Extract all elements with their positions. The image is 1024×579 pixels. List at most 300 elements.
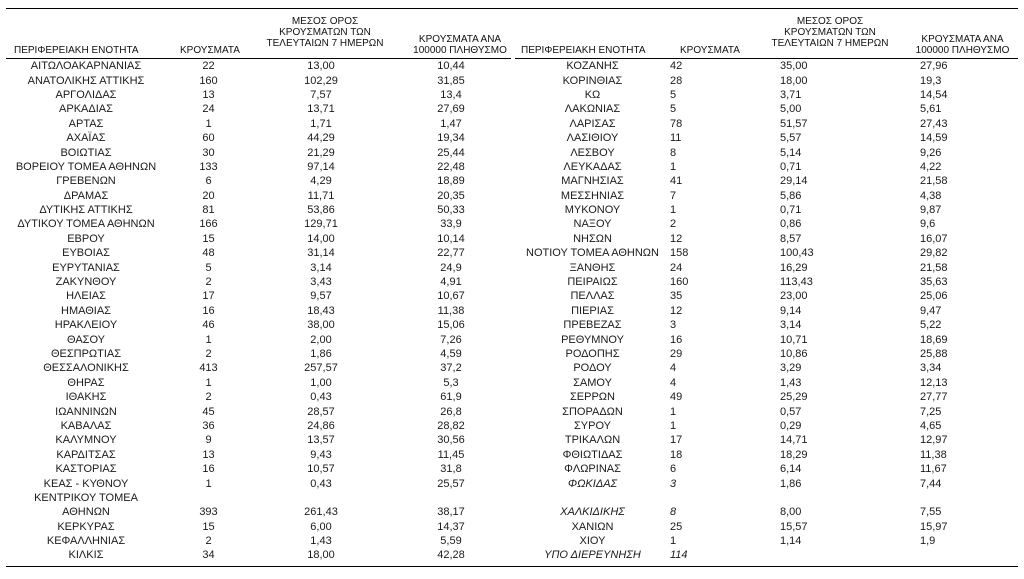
cell-cases <box>670 491 780 505</box>
right-header-cases: ΚΡΟΥΣΜΑΤΑ <box>680 45 740 56</box>
cell-region-name: ΧΑΛΚΙΔΙΚΗΣ <box>560 506 625 519</box>
cell-avg-7days: 9,14 <box>780 304 802 317</box>
cell-cases: 5 <box>670 103 677 116</box>
table-row <box>515 217 1018 231</box>
cell-cases: 34 <box>202 549 215 562</box>
cell-cases: 60 <box>202 132 215 145</box>
cell-per-100k: 29,82 <box>920 247 948 260</box>
cell-per-100k: 5,61 <box>920 103 942 116</box>
cell-avg-7days: 0,43 <box>310 477 332 490</box>
table-row <box>6 131 511 145</box>
table-row <box>515 232 1018 246</box>
cell-region-name: ΑΡΤΑΣ <box>68 117 104 130</box>
cell-avg-7days: 28,57 <box>307 405 335 418</box>
table-row <box>6 433 511 447</box>
cell-region-name: ΡΟΔΟΥ <box>573 362 612 375</box>
cell-cases: 1 <box>205 117 212 130</box>
cell-region-name: ΚΑΒΑΛΑΣ <box>60 419 112 432</box>
cell-per-100k: 22,48 <box>437 160 465 173</box>
cell-per-100k: 12,13 <box>920 376 948 389</box>
table-row <box>6 217 511 231</box>
cell-region-name: ΖΑΚΥΝΘΟΥ <box>55 276 117 289</box>
table-row <box>515 491 1018 505</box>
cell-per-100k: 7,55 <box>920 506 942 519</box>
cell-region-name: ΚΩ <box>584 88 601 101</box>
cell-cases: 35 <box>670 290 683 303</box>
cell-region-name: ΣΥΡΟΥ <box>573 419 611 432</box>
cell-per-100k: 27,43 <box>920 117 948 130</box>
cell-per-100k: 50,33 <box>437 204 465 217</box>
table-row <box>6 347 511 361</box>
cell-region-name: ΘΗΡΑΣ <box>67 376 105 389</box>
cell-cases: 1 <box>670 160 677 173</box>
cell-avg-7days: 1,14 <box>780 535 802 548</box>
cell-avg-7days: 8,00 <box>780 506 802 519</box>
table-row <box>6 548 511 562</box>
cell-avg-7days: 5,00 <box>780 103 802 116</box>
cell-cases: 16 <box>670 333 683 346</box>
cell-cases: 1 <box>205 477 212 490</box>
table-row <box>515 289 1018 303</box>
cell-region-name: ΓΡΕΒΕΝΩΝ <box>56 175 116 188</box>
table-row <box>515 534 1018 548</box>
cell-per-100k: 10,67 <box>437 290 465 303</box>
table-row <box>6 275 511 289</box>
cell-region-name: ΚΑΣΤΟΡΙΑΣ <box>55 463 117 476</box>
cell-per-100k: 7,25 <box>920 405 942 418</box>
cell-per-100k: 18,69 <box>920 333 948 346</box>
table-row <box>515 347 1018 361</box>
cell-cases: 11 <box>670 132 682 145</box>
cell-region-name: ΔΥΤΙΚΗΣ ΑΤΤΙΚΗΣ <box>39 204 133 217</box>
cell-avg-7days: 100,43 <box>780 247 814 260</box>
cell-cases: 133 <box>199 160 218 173</box>
cell-avg-7days: 5,57 <box>780 132 802 145</box>
cell-cases: 13 <box>202 448 215 461</box>
table-row <box>6 476 511 490</box>
cell-avg-7days: 0,86 <box>780 218 802 231</box>
table-row <box>6 390 511 404</box>
cell-cases: 7 <box>670 189 677 202</box>
table-row <box>6 260 511 274</box>
table-row <box>6 376 511 390</box>
cell-per-100k: 9,6 <box>920 218 936 231</box>
cell-region-name: ΕΥΒΟΙΑΣ <box>62 247 110 260</box>
cell-per-100k: 7,26 <box>440 333 462 346</box>
cell-avg-7days: 1,43 <box>310 535 332 548</box>
cell-region-name: ΚΟΡΙΝΘΙΑΣ <box>562 74 623 87</box>
cell-cases: 5 <box>670 88 677 101</box>
cell-region-name: ΚΕΝΤΡΙΚΟΥ ΤΟΜΕΑ <box>34 491 138 504</box>
cell-avg-7days: 1,86 <box>780 477 802 490</box>
cell-avg-7days: 38,00 <box>307 319 335 332</box>
cell-cases: 3 <box>670 477 677 490</box>
cell-region-name: ΗΡΑΚΛΕΙΟΥ <box>54 319 118 332</box>
table-row <box>6 59 511 73</box>
cell-cases: 2 <box>205 348 212 360</box>
cell-region-name: ΑΡΓΟΛΙΔΑΣ <box>55 88 117 101</box>
cell-region-name: ΘΑΣΟΥ <box>66 333 106 346</box>
table-row <box>6 462 511 476</box>
cell-per-100k: 1,9 <box>920 535 936 548</box>
cell-cases: 17 <box>202 290 215 303</box>
cell-region-name: ΜΕΣΣΗΝΙΑΣ <box>560 189 625 202</box>
table-row <box>6 318 511 332</box>
cell-per-100k: 25,57 <box>437 477 465 490</box>
cell-avg-7days: 113,43 <box>780 276 813 289</box>
table-row <box>6 117 511 131</box>
cell-avg-7days: 31,14 <box>307 247 335 260</box>
cell-cases: 46 <box>202 319 215 332</box>
cell-avg-7days: 9,43 <box>310 448 332 461</box>
cell-region-name: ΦΘΙΩΤΙΔΑΣ <box>562 448 623 461</box>
cell-avg-7days: 0,71 <box>780 160 802 173</box>
cell-avg-7days: 0,29 <box>780 419 802 432</box>
cell-per-100k: 19,3 <box>920 74 942 87</box>
cell-region-name: ΛΑΣΙΘΙΟΥ <box>566 132 619 145</box>
bottom-rule <box>6 566 1018 567</box>
cell-region-name: ΑΧΑΪΑΣ <box>66 132 106 145</box>
cell-cases: 20 <box>202 189 215 202</box>
cell-cases: 22 <box>202 60 215 73</box>
cell-avg-7days: 7,57 <box>310 88 332 101</box>
cell-cases: 6 <box>205 175 212 188</box>
cell-avg-7days: 16,29 <box>780 261 808 274</box>
cell-per-100k: 19,34 <box>437 132 465 145</box>
cell-avg-7days: 51,57 <box>780 117 808 130</box>
cell-cases: 114 <box>670 549 688 562</box>
cell-region-name: ΚΟΖΑΝΗΣ <box>566 60 619 73</box>
cell-per-100k: 14,54 <box>920 88 948 101</box>
cell-avg-7days: 1,00 <box>310 376 332 389</box>
cell-cases: 160 <box>199 74 218 87</box>
cell-avg-7days: 18,00 <box>307 549 335 562</box>
cell-per-100k: 5,3 <box>443 376 459 389</box>
cell-per-100k <box>920 548 1018 562</box>
cell-region-name: ΝΗΣΩΝ <box>573 232 612 245</box>
cell-avg-7days: 14,71 <box>780 434 808 447</box>
cell-cases: 18 <box>670 448 683 461</box>
table-row <box>515 246 1018 260</box>
cell-avg-7days: 10,71 <box>780 333 808 346</box>
table-row <box>6 73 511 87</box>
cell-cases: 1 <box>670 419 677 432</box>
cell-avg-7days: 11,71 <box>307 189 335 202</box>
cell-cases: 13 <box>202 88 215 101</box>
cell-per-100k: 11,45 <box>437 448 465 461</box>
left-header-per100k: ΚΡΟΥΣΜΑΤΑ ΑΝΑ 100000 ΠΛΗΘΥΣΜΟ <box>413 34 507 56</box>
cell-region-name: ΛΕΥΚΑΔΑΣ <box>563 160 622 173</box>
cell-region-name: ΦΛΩΡΙΝΑΣ <box>564 463 621 476</box>
cell-per-100k: 1,47 <box>440 117 462 130</box>
cell-avg-7days: 6,00 <box>310 520 332 533</box>
cell-per-100k: 27,96 <box>920 60 948 73</box>
cell-avg-7days: 3,14 <box>310 261 332 274</box>
cell-region-name: ΔΥΤΙΚΟΥ ΤΟΜΕΑ ΑΘΗΝΩΝ <box>17 218 155 231</box>
cell-per-100k: 11,38 <box>920 448 947 461</box>
cell-avg-7days: 10,57 <box>307 463 335 476</box>
table-row <box>6 448 511 462</box>
cell-cases: 12 <box>670 304 683 317</box>
cell-cases: 16 <box>202 304 215 317</box>
cell-per-100k: 14,59 <box>920 132 948 145</box>
table-row <box>515 88 1018 102</box>
cell-region-name: ΑΝΑΤΟΛΙΚΗΣ ΑΤΤΙΚΗΣ <box>27 74 145 87</box>
table-row <box>515 419 1018 433</box>
cell-region-name: ΣΑΜΟΥ <box>573 376 612 389</box>
cell-cases: 25 <box>670 520 683 533</box>
cell-per-100k: 9,47 <box>920 304 942 317</box>
cell-region-name: ΚΕΡΚΥΡΑΣ <box>57 520 115 533</box>
cell-per-100k: 5,22 <box>920 319 942 332</box>
table-row <box>515 462 1018 476</box>
cell-region-name: ΗΛΕΙΑΣ <box>66 290 106 303</box>
cell-cases: 2 <box>205 391 212 404</box>
cell-avg-7days: 3,43 <box>310 276 332 289</box>
table-row <box>515 376 1018 390</box>
table-row <box>515 117 1018 131</box>
cell-per-100k: 4,22 <box>920 160 942 173</box>
cell-cases: 3 <box>670 319 677 332</box>
cell-cases: 17 <box>670 434 683 447</box>
cell-per-100k: 33,9 <box>440 218 462 231</box>
cell-per-100k: 15,97 <box>920 520 948 533</box>
cell-cases: 49 <box>670 391 683 404</box>
cell-per-100k: 26,8 <box>440 405 462 418</box>
cell-avg-7days: 0,43 <box>310 391 332 404</box>
cell-avg-7days <box>251 491 391 505</box>
cell-cases: 29 <box>670 348 683 360</box>
cell-avg-7days: 0,71 <box>780 204 802 217</box>
cell-region-name: ΞΑΝΘΗΣ <box>569 261 616 274</box>
cell-per-100k: 5,59 <box>440 535 462 548</box>
cell-region-name: ΠΡΕΒΕΖΑΣ <box>563 319 622 332</box>
cell-avg-7days <box>780 548 920 562</box>
cell-cases: 42 <box>670 60 683 73</box>
cell-cases: 158 <box>670 247 689 260</box>
cell-cases: 30 <box>202 146 215 159</box>
table-row <box>6 304 511 318</box>
cell-cases: 41 <box>670 175 683 188</box>
cell-region-name: ΜΥΚΟΝΟΥ <box>564 204 621 217</box>
cell-per-100k: 27,69 <box>437 103 465 116</box>
table-row <box>515 174 1018 188</box>
cell-cases: 1 <box>670 405 677 418</box>
cell-per-100k: 25,44 <box>437 146 465 159</box>
table-row <box>515 520 1018 534</box>
cell-region-name: ΕΥΡΥΤΑΝΙΑΣ <box>52 261 120 274</box>
cell-region-name: ΡΕΘΥΜΝΟΥ <box>561 333 624 346</box>
table-row <box>6 289 511 303</box>
cell-region-name: ΗΜΑΘΙΑΣ <box>61 304 111 317</box>
cell-per-100k: 4,38 <box>920 189 942 202</box>
table-row <box>515 160 1018 174</box>
table-row <box>515 260 1018 274</box>
cell-region-name: ΠΙΕΡΙΑΣ <box>571 304 614 317</box>
cell-region-name: ΧΑΝΙΩΝ <box>571 520 614 533</box>
cell-cases: 48 <box>202 247 215 260</box>
table-row <box>515 390 1018 404</box>
cell-avg-7days: 23,00 <box>780 290 808 303</box>
cell-cases: 5 <box>205 261 212 274</box>
cell-avg-7days: 0,57 <box>780 405 802 418</box>
cell-per-100k: 4,59 <box>440 348 462 360</box>
cell-per-100k: 11,38 <box>437 304 465 317</box>
cell-cases: 166 <box>199 218 218 231</box>
cell-cases: 6 <box>670 463 677 476</box>
table-row <box>6 534 511 548</box>
left-header-region: ΠΕΡΙΦΕΡΕΙΑΚΗ ΕΝΟΤΗΤΑ <box>14 45 139 56</box>
cell-avg-7days: 1,43 <box>780 376 802 389</box>
table-row <box>515 476 1018 490</box>
cell-region-name: ΚΕΑΣ - ΚΥΘΝΟΥ <box>43 477 129 490</box>
cell-cases: 1 <box>670 535 677 548</box>
cell-avg-7days: 261,43 <box>304 506 338 519</box>
cell-cases: 8 <box>670 146 677 159</box>
table-row <box>515 131 1018 145</box>
cell-cases: 393 <box>199 506 218 519</box>
right-data-table <box>515 59 1018 563</box>
cell-per-100k: 37,2 <box>440 362 462 375</box>
table-row <box>6 505 511 519</box>
cell-region-name: ΚΑΡΔΙΤΣΑΣ <box>56 448 116 461</box>
cell-cases: 4 <box>670 376 677 389</box>
cell-per-100k: 10,14 <box>437 232 465 245</box>
cell-per-100k: 21,58 <box>920 261 948 274</box>
cell-avg-7days: 13,57 <box>307 434 335 447</box>
cell-per-100k: 22,77 <box>437 247 465 260</box>
left-header-avg: ΜΕΣΟΣ ΟΡΟΣ ΚΡΟΥΣΜΑΤΩΝ ΤΩΝ ΤΕΛΕΥΤΑΙΩΝ 7 ΗΜΕΡΩΝ <box>266 16 384 49</box>
cell-cases: 15 <box>202 520 215 533</box>
cell-region-name: ΔΡΑΜΑΣ <box>63 189 109 202</box>
cell-region-name: ΑΙΤΩΛΟΑΚΑΡΝΑΝΙΑΣ <box>30 60 142 73</box>
cell-region-name: ΦΩΚΙΔΑΣ <box>567 477 618 490</box>
cell-avg-7days: 35,00 <box>780 60 808 73</box>
table-row <box>6 246 511 260</box>
cell-cases: 160 <box>670 276 689 289</box>
cell-region-name: ΘΕΣΣΑΛΟΝΙΚΗΣ <box>43 362 129 375</box>
cell-region-name: ΚΑΛΥΜΝΟΥ <box>55 434 117 447</box>
cell-cases: 24 <box>670 261 683 274</box>
cell-avg-7days: 21,29 <box>307 146 335 159</box>
cell-per-100k: 61,9 <box>440 391 462 404</box>
cell-region-name: ΙΩΑΝΝΙΝΩΝ <box>55 405 117 418</box>
cell-avg-7days: 18,29 <box>780 448 808 461</box>
table-row <box>6 88 511 102</box>
cell-avg-7days: 5,14 <box>780 146 802 159</box>
cell-cases: 1 <box>670 204 677 217</box>
cell-avg-7days: 6,14 <box>780 463 802 476</box>
table-row <box>515 189 1018 203</box>
cell-per-100k: 38,17 <box>437 506 465 519</box>
cell-avg-7days: 13,71 <box>307 103 335 116</box>
cell-per-100k: 12,97 <box>920 434 948 447</box>
cell-cases: 2 <box>205 535 212 548</box>
cell-region-name: ΕΒΡΟΥ <box>67 232 105 245</box>
cell-avg-7days: 257,57 <box>304 362 338 375</box>
cell-avg-7days <box>780 491 920 505</box>
cell-per-100k: 14,37 <box>437 520 465 533</box>
cell-per-100k: 16,07 <box>920 232 948 245</box>
cell-per-100k: 4,91 <box>440 276 462 289</box>
cell-region-name: ΥΠΟ ΔΙΕΡΕΥΝΗΣΗ <box>544 549 641 562</box>
cell-per-100k: 42,28 <box>437 549 465 562</box>
cell-per-100k: 31,8 <box>440 463 462 476</box>
cell-per-100k: 24,9 <box>440 261 462 274</box>
cell-cases: 16 <box>202 463 215 476</box>
cell-avg-7days: 102,29 <box>304 74 338 87</box>
table-row <box>515 548 1018 562</box>
table-row <box>6 160 511 174</box>
cell-region-name: ΝΑΞΟΥ <box>573 218 612 231</box>
cell-region-name: ΜΑΓΝΗΣΙΑΣ <box>561 175 624 188</box>
cell-per-100k: 27,77 <box>920 391 948 404</box>
cell-region-name <box>515 491 670 505</box>
cell-region-name: ΡΟΔΟΠΗΣ <box>565 348 620 360</box>
cell-avg-7days: 10,86 <box>780 348 808 360</box>
cell-per-100k: 11,67 <box>920 463 947 476</box>
left-header-cases: ΚΡΟΥΣΜΑΤΑ <box>180 45 240 56</box>
cell-region-name: ΝΟΤΙΟΥ ΤΟΜΕΑ ΑΘΗΝΩΝ <box>526 247 659 260</box>
cell-region-name: ΠΕΛΛΑΣ <box>570 290 615 303</box>
cell-avg-7days: 53,86 <box>307 204 335 217</box>
table-row <box>6 174 511 188</box>
cell-region-name: ΒΟΡΕΙΟΥ ΤΟΜΕΑ ΑΘΗΝΩΝ <box>15 160 157 173</box>
cell-avg-7days: 24,86 <box>307 419 335 432</box>
cell-region-name: ΒΟΙΩΤΙΑΣ <box>60 146 112 159</box>
table-row <box>515 102 1018 116</box>
right-header-region: ΠΕΡΙΦΕΡΕΙΑΚΗ ΕΝΟΤΗΤΑ <box>521 45 646 56</box>
cell-per-100k: 28,82 <box>437 419 465 432</box>
right-header-per100k: ΚΡΟΥΣΜΑΤΑ ΑΝΑ 100000 ΠΛΗΘΥΣΜΟ <box>915 34 1010 56</box>
cell-per-100k: 30,56 <box>437 434 465 447</box>
cell-cases: 4 <box>670 362 677 375</box>
left-data-table <box>6 59 511 563</box>
top-rule <box>6 8 1018 9</box>
cell-avg-7days: 3,71 <box>780 88 802 101</box>
cell-region-name: ΚΙΛΚΙΣ <box>68 549 104 562</box>
cell-cases: 2 <box>670 218 677 231</box>
table-row <box>6 491 511 505</box>
cell-region-name: ΧΙΟΥ <box>579 535 606 548</box>
table-row <box>6 203 511 217</box>
cell-region-name: ΛΑΚΩΝΙΑΣ <box>564 103 621 116</box>
table-row <box>6 145 511 159</box>
cell-cases: 12 <box>670 232 683 245</box>
cell-per-100k: 31,85 <box>437 74 465 87</box>
cell-avg-7days: 15,57 <box>780 520 808 533</box>
cell-per-100k: 15,06 <box>437 319 465 332</box>
cell-per-100k: 18,89 <box>437 175 465 188</box>
cell-avg-7days: 97,14 <box>307 160 335 173</box>
table-row <box>515 332 1018 346</box>
cell-cases: 2 <box>205 276 212 289</box>
cell-region-name: ΛΕΣΒΟΥ <box>570 146 615 159</box>
cell-cases <box>166 491 251 505</box>
table-row <box>6 419 511 433</box>
cell-avg-7days: 44,29 <box>307 132 335 145</box>
cell-region-name: ΣΕΡΡΩΝ <box>570 391 615 404</box>
table-row <box>515 433 1018 447</box>
cell-per-100k: 35,63 <box>920 276 948 289</box>
cell-cases: 8 <box>670 506 677 519</box>
cell-avg-7days: 13,00 <box>307 60 335 73</box>
cell-avg-7days: 1,71 <box>310 117 332 130</box>
cell-avg-7days: 3,29 <box>780 362 802 375</box>
table-row <box>515 59 1018 73</box>
cell-cases: 24 <box>202 103 215 116</box>
cell-per-100k: 25,88 <box>920 348 948 360</box>
